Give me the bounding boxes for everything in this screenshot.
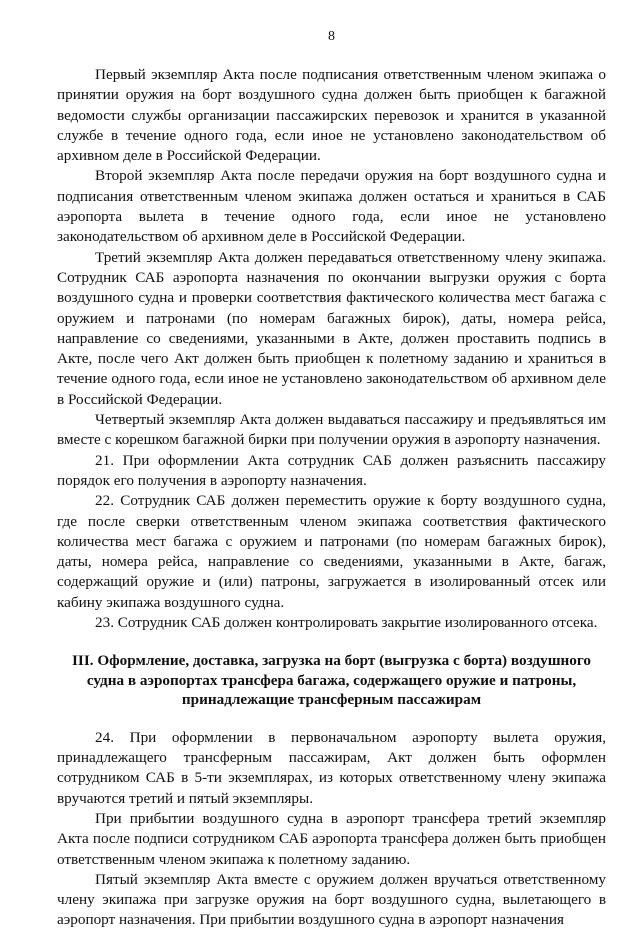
paragraph-transfer-arrival: При прибытии воздушного судна в аэропорт трансфера третий экземпляр Акта после подписи сотрудником САБ аэропорта трансфера должен быть приобщен ответственным членом экипажа к полетному заданию. [57, 810, 606, 868]
paragraph-fourth-copy: Четвертый экземпляр Акта должен выдаваться пассажиру и предъявляться им вместе с корешком багажной бирки при получении оружия в аэропорту назначения. [57, 411, 606, 449]
paragraph-item-23: 23. Сотрудник САБ должен контролировать закрытие изолированного отсека. [95, 614, 598, 632]
paragraph-item-22: 22. Сотрудник САБ должен переместить оружие к борту воздушного судна, где после сверки ответственным членом экипажа соответствия фактического количества мест багажа с оружием и патронами (по номерам багажных бирок), даты, номера рейса, направление со сведениями, указанными в Акте, багаж, содержащий оружие и (или) патроны, загружается в изолированный отсек или кабину экипажа воздушного судна. [57, 492, 606, 611]
paragraph-item-21: 21. При оформлении Акта сотрудник САБ должен разъяснить пассажиру порядок его получения в аэропорту назначения. [57, 451, 606, 489]
paragraph-item-24: 24. При оформлении в первоначальном аэропорту вылета оружия, принадлежащего трансферным пассажирам, Акт должен быть оформлен сотрудником САБ в 5-ти экземплярах, из которых ответственному члену экипажа вручаются третий и пятый экземпляры. [57, 728, 606, 807]
paragraph-third-copy: Третий экземпляр Акта должен передаваться ответственному члену экипажа. Сотрудник САБ аэропорта назначения по окончании выгрузки оружия с борта воздушного судна и проверки соответствия фактического количества мест багажа с оружием и патронами (по номерам багажных бирок), даты, номера рейса, направление со сведениями, указанными в Акте, должен проставить подпись в Акте, после чего Акт должен быть приобщен к полетному заданию и храниться в течение одного года, если иное не установлено законодательством об архивном деле в Российской Федерации. [57, 248, 606, 408]
page-number: 8 [328, 29, 335, 44]
body-text-top [57, 65, 606, 633]
section-heading: III. Оформление, доставка, загрузка на борт (выгрузка с борта) воздушного судна в аэропортах трансфера багажа, содержащего оружие и патроны, принадлежащие трансферным пассажирам [72, 652, 591, 709]
paragraph-first-copy: Первый экземпляр Акта после подписания ответственным членом экипажа о принятии оружия на борт воздушного судна должен быть приобщен к багажной ведомости службы организации пассажирских перевозок и хранится в указанной службе в течение одного года, если иное не установлено законодательством об архивном деле в Российской Федерации. [57, 66, 606, 165]
body-text-bottom [57, 728, 606, 931]
paragraph-second-copy: Второй экземпляр Акта после передачи оружия на борт воздушного судна и подписания ответственным членом экипажа должен остаться и храниться в САБ аэропорта вылета в течение одного года, если иное не установлено законодательством об архивном деле в Российской Федерации. [57, 167, 606, 246]
paragraph-fifth-copy: Пятый экземпляр Акта вместе с оружием должен вручаться ответственному члену экипажа при загрузке оружия на борт воздушного судна, вылетающего в аэропорт назначения. При прибытии воздушного судна в аэропорт назначения [57, 870, 606, 929]
